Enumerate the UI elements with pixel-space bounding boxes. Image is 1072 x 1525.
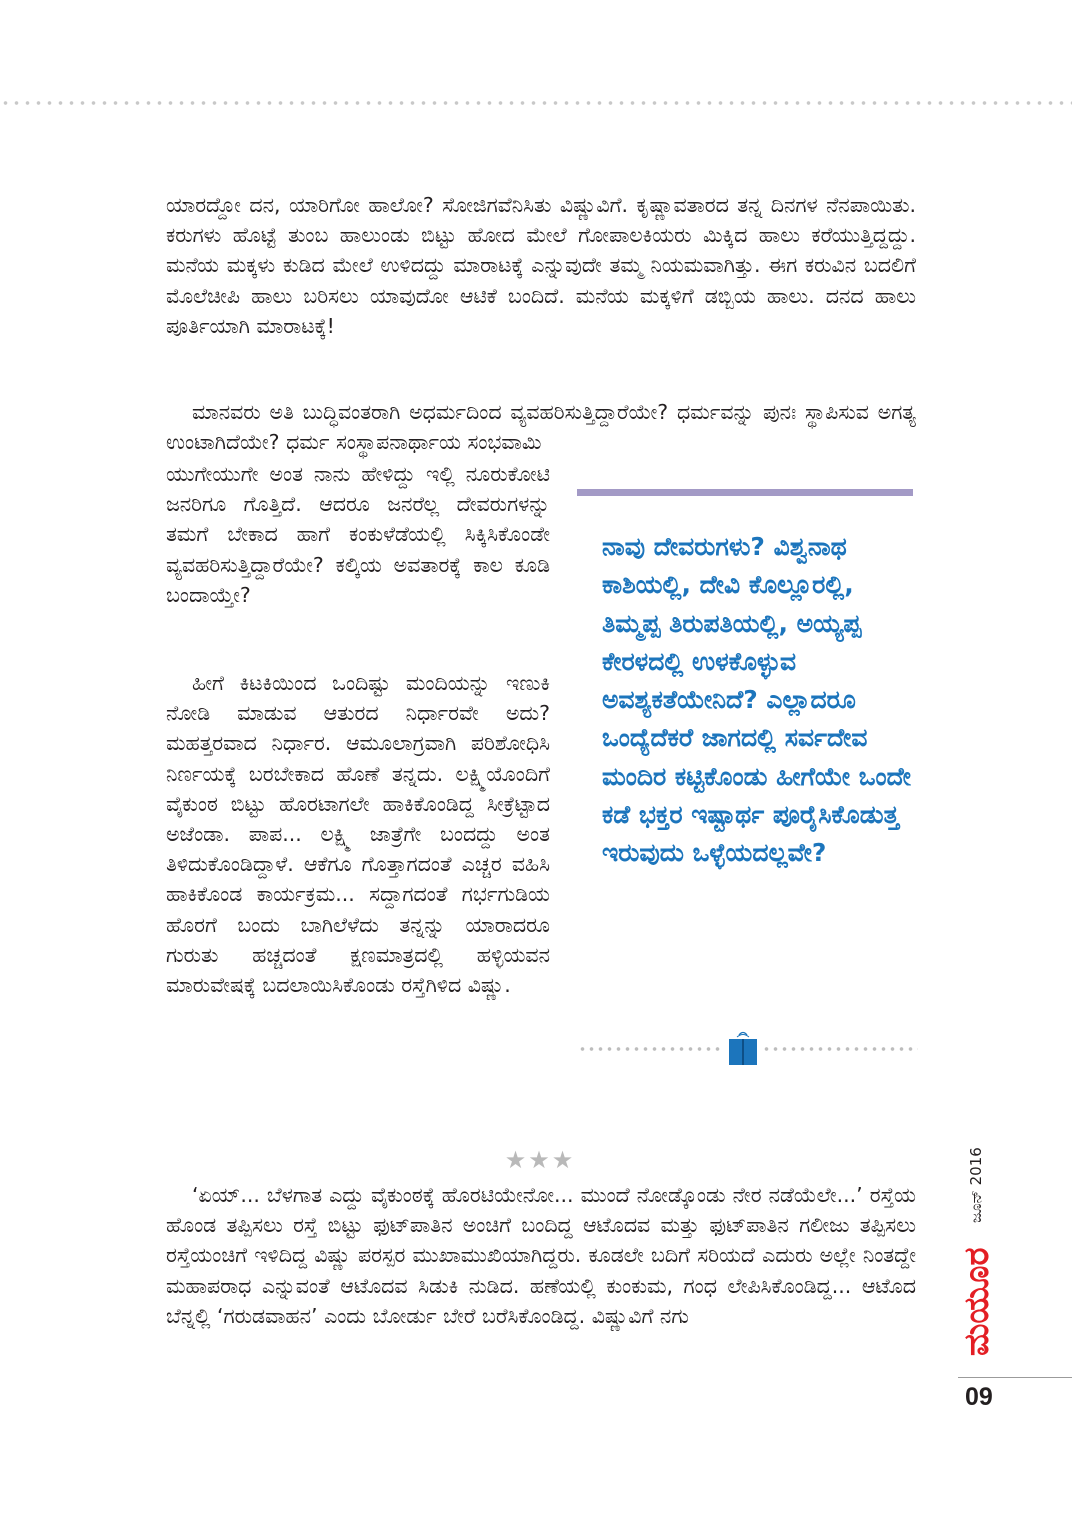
issue-date: ಜೂನ್ 2016 (967, 1147, 985, 1223)
page-number-rule (958, 1377, 1072, 1378)
magazine-masthead: ಮಯೂರ (957, 1247, 997, 1357)
section-separator-stars: ★★★ (504, 1146, 576, 1174)
article-paragraph-5: ‘ಏಯ್... ಬೆಳಗಾತ ಎದ್ದು ವೈಕುಂಠಕ್ಕೆ ಹೊರಟಿಯೇನೋ... ಮುಂದೆ ನೋಡ್ಕೊಂಡು ನೇರ ನಡೆಯೆಲೇ...’ ರಸ್ತೆಯ ಹೊಂಡ ತಪ್ಪಿಸಲು ರಸ್ತೆ ಬಿಟ್ಟು ಫುಟ್‌ಪಾತಿನ ಅಂಚಿಗೆ ಬಂದಿದ್ದ ಆಟೊದವ ಮತ್ತು ಫುಟ್‌ಪಾತಿನ ಗಲೀಜು ತಪ್ಪಿಸಲು ರಸ್ತೆಯಂಚಿಗೆ ಇಳಿದಿದ್ದ ವಿಷ್ಣು ಪರಸ್ಪರ ಮುಖಾಮುಖಿಯಾಗಿದ್ದರು. ಕೂಡಲೇ ಬದಿಗೆ ಸರಿಯದೆ ಎದುರು ಅಲ್ಲೇ ನಿಂತದ್ದೇ ಮಹಾಪರಾಧ ಎನ್ನುವಂತೆ ಆಟೊದವ ಸಿಡುಕಿ ನುಡಿದ. ಹಣೆಯಲ್ಲಿ ಕುಂಕುಮ, ಗಂಧ ಲೇಪಿಸಿಕೊಂಡಿದ್ದ... ಆಟೊದ ಬೆನ್ನಲ್ಲಿ ‘ಗರುಡವಾಹನ’ ಎಂದು ಬೋರ್ಡು ಬೇರೆ ಬರೆಸಿಕೊಂಡಿದ್ದ. ವಿಷ್ಣುವಿಗೆ ನಗು (166, 1183, 916, 1328)
page-number: 09 (965, 1383, 993, 1411)
article-paragraph-1: ಯಾರದ್ದೋ ದನ, ಯಾರಿಗೋ ಹಾಲೋ? ಸೋಜಿಗವೆನಿಸಿತು ವಿಷ್ಣುವಿಗೆ. ಕೃಷ್ಣಾವತಾರದ ತನ್ನ ದಿನಗಳ ನೆನಪಾಯಿತು. ಕರುಗಳು ಹೊಟ್ಟೆ ತುಂಬ ಹಾಲುಂಡು ಬಿಟ್ಟು ಹೋದ ಮೇಲೆ ಗೋಪಾಲಕಿಯರು ಮಿಕ್ಕಿದ ಹಾಲು ಕರೆಯುತ್ತಿದ್ದದ್ದು. ಮನೆಯ ಮಕ್ಕಳು ಕುಡಿದ ಮೇಲೆ ಉಳಿದದ್ದು ಮಾರಾಟಕ್ಕೆ ಎನ್ನುವುದೇ ತಮ್ಮ ನಿಯಮವಾಗಿತ್ತು. ಈಗ ಕರುವಿನ ಬದಲಿಗೆ ಮೊಲೆಚೀಪಿ ಹಾಲು ಬರಿಸಲು ಯಾವುದೋ ಆಟಿಕೆ ಬಂದಿದೆ. ಮನೆಯ ಮಕ್ಕಳಿಗೆ ಡಬ್ಬಿಯ ಹಾಲು. ದನದ ಹಾಲು ಪೂರ್ತಿಯಾಗಿ ಮಾರಾಟಕ್ಕೆ! (166, 193, 916, 338)
article-paragraph-3: ಯುಗೇಯುಗೇ ಅಂತ ನಾನು ಹೇಳಿದ್ದು ಇಲ್ಲಿ ನೂರುಕೋಟಿ ಜನರಿಗೂ ಗೊತ್ತಿದೆ. ಆದರೂ ಜನರೆಲ್ಲ ದೇವರುಗಳನ್ನು ತಮಗೆ ಬೇಕಾದ ಹಾಗೆ ಕಂಕುಳೆಡೆಯಲ್ಲಿ ಸಿಕ್ಕಿಸಿಕೊಂಡೇ ವ್ಯವಹರಿಸುತ್ತಿದ್ದಾರೆಯೇ? ಕಲ್ಕಿಯ ಅವತಾರಕ್ಕೆ ಕಾಲ ಕೂಡಿ ಬಂದಾಯ್ತೇ? (166, 462, 550, 607)
article-paragraph-4: ಹೀಗೆ ಕಿಟಕಿಯಿಂದ ಒಂದಿಷ್ಟು ಮಂದಿಯನ್ನು ಇಣುಕಿ ನೋಡಿ ಮಾಡುವ ಆತುರದ ನಿರ್ಧಾರವೇ ಅದು? ಮಹತ್ತರವಾದ ನಿರ್ಧಾರ. ಆಮೂಲಾಗ್ರವಾಗಿ ಪರಿಶೋಧಿಸಿ ನಿರ್ಣಯಕ್ಕೆ ಬರಬೇಕಾದ ಹೊಣೆ ತನ್ನದು. ಲಕ್ಷ್ಮಿಯೊಂದಿಗೆ ವೈಕುಂಠ ಬಿಟ್ಟು ಹೊರಟಾಗಲೇ ಹಾಕಿಕೊಂಡಿದ್ದ ಸೀಕ್ರೆಟ್ಟಾದ ಅಜೆಂಡಾ. ಪಾಪ... ಲಕ್ಷ್ಮಿ ಜಾತ್ರೆಗೇ ಬಂದದ್ದು ಅಂತ ತಿಳಿದುಕೊಂಡಿದ್ದಾಳೆ. ಆಕೆಗೂ ಗೊತ್ತಾಗದಂತೆ ಎಚ್ಚರ ವಹಿಸಿ ಹಾಕಿಕೊಂಡ ಕಾರ್ಯಕ್ರಮ... ಸದ್ದಾಗದಂತೆ ಗರ್ಭಗುಡಿಯ ಹೊರಗೆ ಬಂದು ಬಾಗಿಲೆಳೆದು ತನ್ನನ್ನು ಯಾರಾದರೂ ಗುರುತು ಹಚ್ಚದಂತೆ ಕ್ಷಣಮಾತ್ರದಲ್ಲಿ ಹಳ್ಳಿಯವನ ಮಾರುವೇಷಕ್ಕೆ ಬದಲಾಯಿಸಿಕೊಂಡು ರಸ್ತೆಗಿಳಿದ ವಿಷ್ಣು. (166, 671, 550, 998)
book-icon (728, 1029, 758, 1067)
pull-quote: ನಾವು ದೇವರುಗಳು? ವಿಶ್ವನಾಥ ಕಾಶಿಯಲ್ಲಿ, ದೇವಿ ಕೊಲ್ಲೂರಲ್ಲಿ, ತಿಮ್ಮಪ್ಪ ತಿರುಪತಿಯಲ್ಲಿ, ಅಯ್ಯಪ್ಪ ಕೇರಳದಲ್ಲಿ ಉಳಕೊಳ್ಳುವ ಅವಶ್ಯಕತೆಯೇನಿದೆ? ಎಲ್ಲಾದರೂ ಒಂದ್ಯೆದೆಕರೆ ಜಾಗದಲ್ಲಿ ಸರ್ವದೇವ ಮಂದಿರ ಕಟ್ಟಿಕೊಂಡು ಹೀಗೆಯೇ ಒಂದೇ ಕಡೆ ಭಕ್ತರ ಇಷ್ಟಾರ್ಥ ಪೂರೈಸಿಕೊಡುತ್ತ ಇರುವುದು ಒಳ್ಳೆಯದಲ್ಲವೇ? (602, 532, 911, 868)
pull-quote-top-rule (577, 489, 913, 496)
top-dotted-rule (0, 100, 1072, 106)
pull-quote-dotted-rule-left (578, 1046, 724, 1052)
article-paragraph-2: ಮಾನವರು ಅತಿ ಬುದ್ಧಿವಂತರಾಗಿ ಅಧರ್ಮದಿಂದ ವ್ಯವಹರಿಸುತ್ತಿದ್ದಾರೆಯೇ? ಧರ್ಮವನ್ನು ಪುನಃ ಸ್ಥಾಪಿಸುವ ಅಗತ್ಯ ಉಂಟಾಗಿದೆಯೇ? ಧರ್ಮ ಸಂಸ್ಥಾಪನಾರ್ಥಾಯ ಸಂಭವಾಮಿ (166, 400, 916, 455)
pull-quote-dotted-rule-right (762, 1046, 918, 1052)
